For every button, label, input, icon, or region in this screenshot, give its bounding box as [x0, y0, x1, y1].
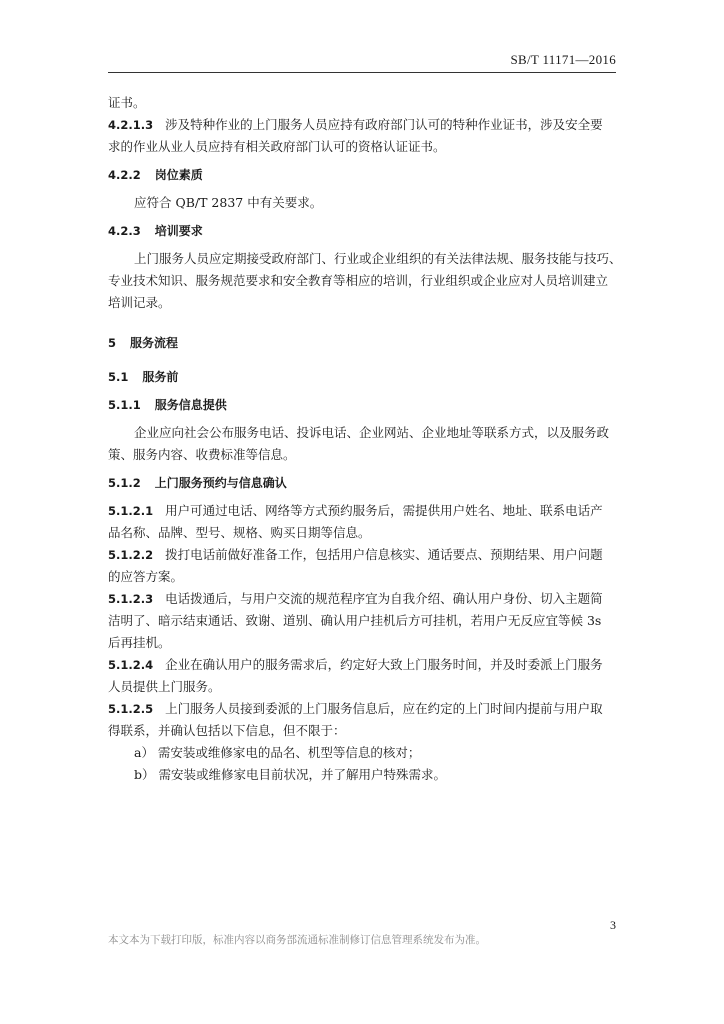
continuation-line: 证书。 [108, 95, 146, 110]
paragraph-line: 企业应向社会公布服务电话、投诉电话、企业网站、企业地址等联系方式，以及服务政 [134, 425, 610, 440]
paragraph-5-1-1 [108, 422, 616, 466]
standard-number: SB/T 11171—2016 [510, 52, 616, 67]
paragraph-4-2-3 [108, 248, 622, 314]
clause-5-1-2-3 [108, 588, 616, 654]
heading-number: 5.1.1 [108, 398, 141, 412]
heading-title: 岗位素质 [154, 168, 203, 182]
heading-number: 5.1 [108, 370, 129, 384]
clause-number: 5.1.2.1 [108, 504, 154, 518]
heading-5-1 [108, 366, 616, 388]
clause-text: 求的作业从业人员应持有相关政府部门认可的资格认证证书。 [108, 139, 446, 154]
clause-number: 5.1.2.3 [108, 592, 154, 606]
clause-text: 得联系，并确认包括以下信息，但不限于： [108, 723, 346, 738]
heading-title: 服务流程 [130, 336, 179, 350]
heading-number: 5.1.2 [108, 476, 141, 490]
clause-text: 上门服务人员接到委派的上门服务信息后，应在约定的上门时间内提前与用户取 [165, 701, 603, 716]
header-rule [108, 72, 616, 73]
clause-5-1-2-5 [108, 698, 616, 742]
heading-title: 培训要求 [154, 224, 203, 238]
clause-text: 用户可通过电话、网络等方式预约服务后，需提供用户姓名、地址、联系电话产 [165, 503, 603, 518]
clause-text: 电话拨通后，与用户交流的规范程序宜为自我介绍、确认用户身份、切入主题简 [165, 591, 603, 606]
clause-number: 5.1.2.2 [108, 548, 154, 562]
paragraph-line: 培训记录。 [108, 295, 171, 310]
clause-text: 人员提供上门服务。 [108, 679, 221, 694]
list-item-b: b） 需安装或维修家电目前状况，并了解用户特殊需求。 [134, 767, 446, 782]
heading-number: 4.2.2 [108, 168, 141, 182]
clause-number: 5.1.2.5 [108, 702, 154, 716]
heading-title: 服务信息提供 [154, 398, 227, 412]
clause-5-1-2-1 [108, 500, 616, 544]
body-text [108, 92, 622, 786]
heading-number: 4.2.3 [108, 224, 141, 238]
clause-text: 品名称、品牌、型号、规格、购买日期等信息。 [108, 525, 371, 540]
clause-text: 企业在确认用户的服务需求后，约定好大致上门服务时间，并及时委派上门服务 [165, 657, 603, 672]
clause-5-1-2-4 [108, 654, 616, 698]
footer-note: 本文本为下载打印版，标准内容以商务部流通标准制修订信息管理系统发布为准。 [108, 934, 486, 946]
clause-text: 拨打电话前做好准备工作，包括用户信息核实、通话要点、预期结果、用户问题 [165, 547, 603, 562]
clause-5-1-2-2 [108, 544, 616, 588]
clause-text: 涉及特种作业的上门服务人员应持有政府部门认可的特种作业证书，涉及安全要 [165, 117, 603, 132]
clause-4-2-1-3 [108, 114, 616, 158]
paragraph-4-2-2: 应符合 QB/T 2837 中有关要求。 [134, 195, 323, 210]
heading-4-2-2 [108, 164, 616, 186]
heading-number: 5 [108, 336, 117, 350]
heading-5 [108, 332, 616, 354]
list-item-a: a） 需安装或维修家电的品名、机型等信息的核对； [134, 745, 421, 760]
clause-text: 后再挂机。 [108, 635, 171, 650]
heading-title: 上门服务预约与信息确认 [154, 476, 287, 490]
clause-text: 洁明了、暗示结束通话、致谢、道别、确认用户挂机后方可挂机，若用户无反应宜等候 3s [108, 613, 602, 628]
heading-title: 服务前 [142, 370, 179, 384]
heading-4-2-3 [108, 220, 616, 242]
heading-5-1-2 [108, 472, 616, 494]
clause-number: 5.1.2.4 [108, 658, 154, 672]
paragraph-line: 上门服务人员应定期接受政府部门、行业或企业组织的有关法律法规、服务技能与技巧、 [134, 251, 622, 266]
paragraph-line: 专业技术知识、服务规范要求和安全教育等相应的培训，行业组织或企业应对人员培训建立 [108, 273, 609, 288]
paragraph-line: 策、服务内容、收费标准等信息。 [108, 447, 296, 462]
page-number: 3 [610, 918, 616, 932]
clause-text: 的应答方案。 [108, 569, 184, 584]
heading-5-1-1 [108, 394, 616, 416]
clause-number: 4.2.1.3 [108, 118, 154, 132]
